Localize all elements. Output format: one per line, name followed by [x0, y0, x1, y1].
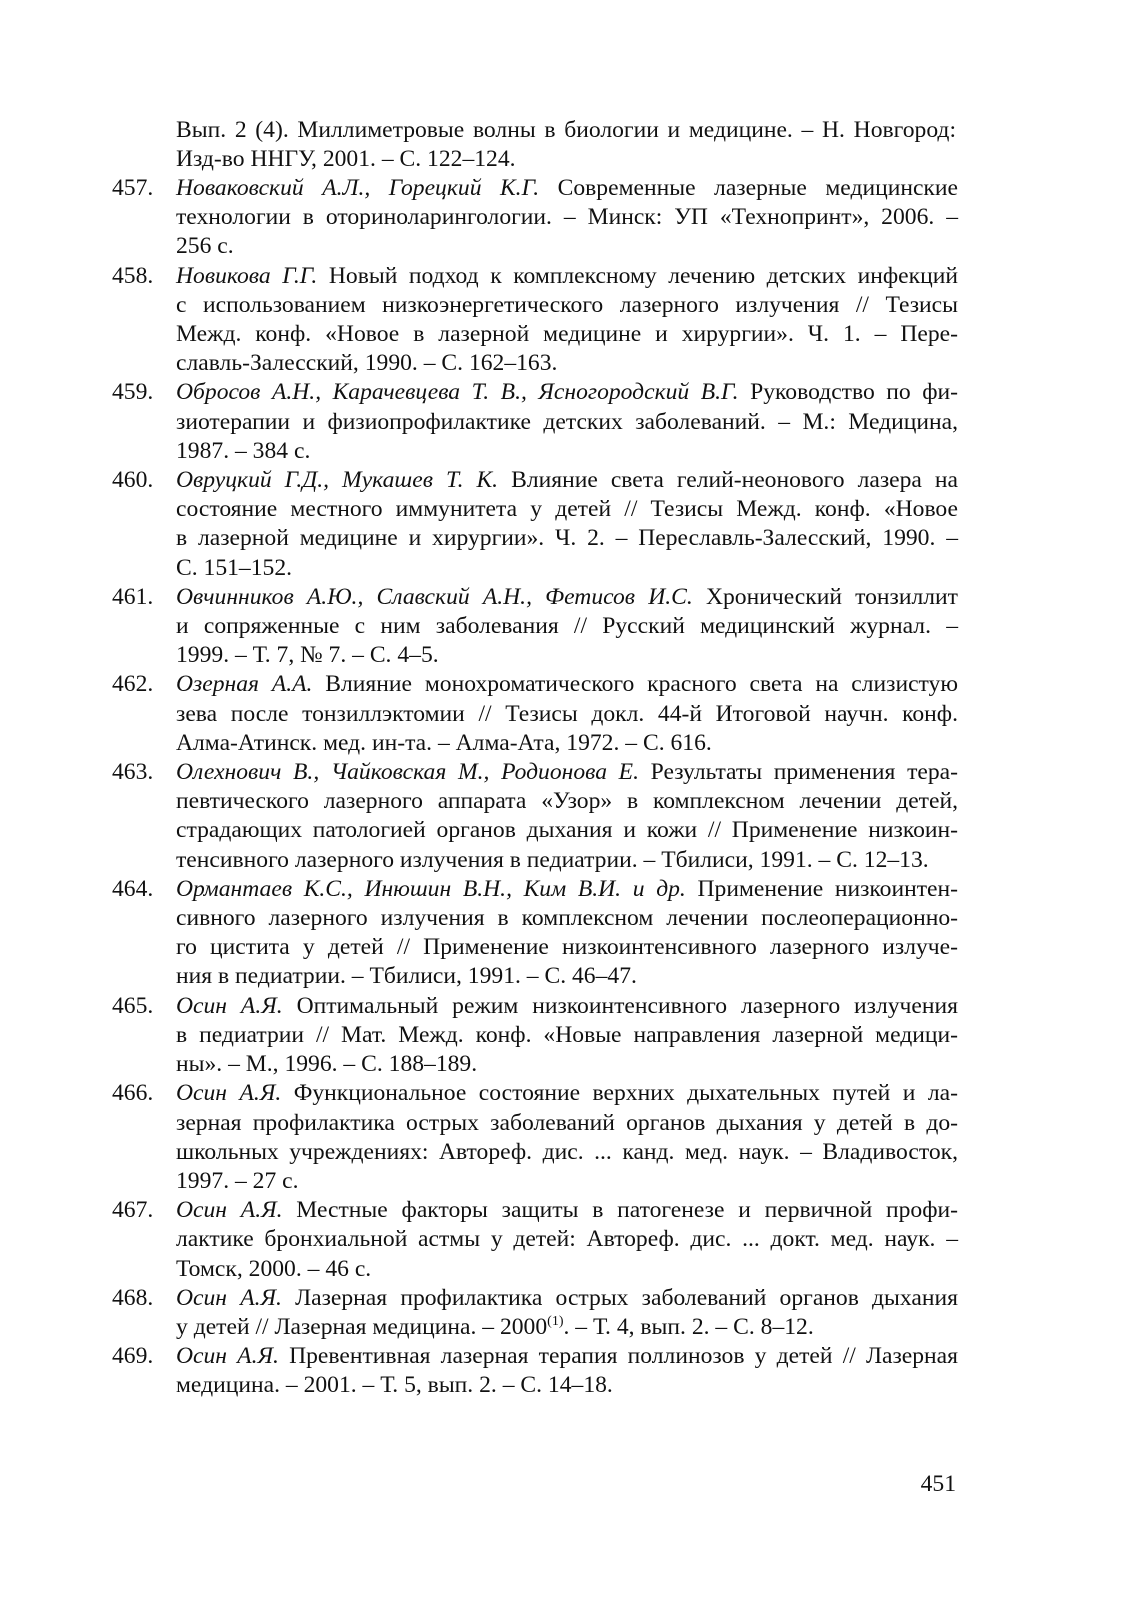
bibliography-entry	[112, 174, 958, 262]
entry-authors: Осин А.Я.	[176, 1080, 282, 1107]
bibliography-entry	[112, 466, 958, 583]
entry-number: 459.	[112, 379, 154, 406]
entry-text: . – Т. 4, вып. 2. – С. 8–12.	[563, 1313, 814, 1340]
bibliography-entry	[112, 670, 958, 758]
entry-text: Новый подход к комплексному лечению детских инфекций	[317, 262, 958, 289]
entry-text: лактике бронхиальной астмы у детей: Автореф. дис. ... докт. мед. наук. –	[176, 1226, 958, 1253]
entry-text: Влияние света гелий-неонового лазера на	[498, 467, 958, 494]
entry-authors: Овчинников А.Ю., Славский А.Н., Фетисов И.С.	[176, 583, 693, 610]
entry-authors: Осин А.Я.	[176, 1197, 283, 1224]
entry-text: Местные факторы защиты в патогенезе и первичной профи-	[282, 1197, 958, 1224]
entry-text: 1987. – 384 с.	[176, 437, 311, 464]
bibliography-entry	[112, 875, 958, 992]
entry-text: Руководство по фи-	[738, 379, 959, 406]
entry-text: медицина. – 2001. – Т. 5, вып. 2. – С. 14–18.	[176, 1372, 613, 1399]
entry-text: Влияние монохроматического красного света на слизистую	[312, 671, 958, 698]
entry-authors: Олехнович В., Чайковская М., Родионова Е.	[176, 759, 639, 786]
entry-text: Применение низкоинтен-	[685, 875, 958, 902]
entry-authors: Ормантаев К.С., Инюшин В.Н., Ким В.И. и др.	[176, 875, 686, 902]
entry-authors: Озерная А.А.	[176, 671, 313, 698]
entry-number: 467.	[112, 1197, 154, 1224]
bibliography-entry	[112, 1079, 958, 1196]
continued-entry	[176, 116, 956, 174]
issue-superscript: (1)	[547, 1314, 564, 1330]
entry-text: Превентивная лазерная терапия поллинозов у детей // Лазерная	[278, 1343, 958, 1370]
entry-authors: Овруцкий Г.Д., Мукашев Т. К.	[176, 467, 499, 494]
entry-number: 469.	[112, 1343, 154, 1370]
entry-text: 1997. – 27 с.	[176, 1167, 299, 1194]
entry-text: школьных учреждениях: Автореф. дис. ... канд. мед. наук. – Владивосток,	[176, 1138, 958, 1165]
entry-number: 466.	[112, 1080, 154, 1107]
entry-text: с использованием низкоэнергетического лазерного излучения // Тезисы	[176, 291, 958, 318]
entry-number: 461.	[112, 583, 154, 610]
text-line: Вып. 2 (4). Миллиметровые волны в биологии и медицине. – Н. Новгород:	[176, 117, 956, 143]
entry-authors: Осин А.Я.	[176, 1343, 279, 1370]
entry-text: 1999. – Т. 7, № 7. – С. 4–5.	[176, 642, 439, 669]
entry-text: зерная профилактика острых заболеваний органов дыхания у детей в до-	[176, 1109, 958, 1136]
entry-text: славль-Залесский, 1990. – С. 162–163.	[176, 350, 558, 377]
entry-number: 458.	[112, 262, 154, 289]
entry-number: 457.	[112, 175, 154, 201]
entry-number: 468.	[112, 1284, 154, 1311]
entry-number: 462.	[112, 671, 154, 698]
entry-authors: Новикова Г.Г.	[176, 262, 318, 289]
bibliography-entry	[112, 583, 958, 671]
entry-authors: Осин А.Я.	[176, 992, 283, 1019]
entry-text: зева после тонзиллэктомии // Тезисы докл. 44-й Итоговой научн. конф.	[176, 700, 958, 727]
bibliography-entry	[112, 758, 958, 875]
entry-text: сивного лазерного излучения в комплексном лечении послеоперационно-	[176, 905, 958, 932]
entry-text: и сопряженные с ним заболевания // Русский медицинский журнал. –	[176, 613, 958, 640]
entry-text: в педиатрии // Мат. Межд. конф. «Новые направления лазерной медици-	[176, 1021, 958, 1048]
entry-text: Хронический тонзиллит	[692, 583, 958, 610]
entry-text: Алма-Атинск. мед. ин-та. – Алма-Ата, 1972. – С. 616.	[176, 729, 712, 756]
entry-text: страдающих патологией органов дыхания и кожи // Применение низкоин-	[176, 817, 958, 844]
entry-text: состояние местного иммунитета у детей // Тезисы Межд. конф. «Новое	[176, 496, 958, 523]
entry-text: Лазерная профилактика острых заболеваний органов дыхания	[281, 1284, 958, 1311]
entry-number: 463.	[112, 759, 154, 786]
entry-text: Томск, 2000. – 46 с.	[176, 1255, 372, 1282]
entry-number: 460.	[112, 467, 154, 494]
entry-text: у детей // Лазерная медицина. – 2000	[176, 1313, 548, 1340]
entry-text: тенсивного лазерного излучения в педиатрии. – Тбилиси, 1991. – С. 12–13.	[176, 846, 929, 873]
entry-text: Оптимальный режим низкоинтенсивного лазерного излучения	[282, 992, 958, 1019]
entry-text: Результаты применения тера-	[639, 759, 958, 786]
entry-authors: Осин А.Я.	[176, 1284, 282, 1311]
entry-text: го цистита у детей // Применение низкоинтенсивного лазерного излуче-	[176, 934, 958, 961]
entry-text: Межд. конф. «Новое в лазерной медицине и хирургии». Ч. 1. – Пере-	[176, 321, 958, 348]
entry-authors: Новаковский А.Л., Горецкий К.Г.	[176, 175, 540, 201]
entry-text: ны». – М., 1996. – С. 188–189.	[176, 1051, 478, 1078]
bibliography-entry	[112, 378, 958, 466]
entry-number: 464.	[112, 875, 154, 902]
bibliography-entry	[112, 992, 958, 1080]
bibliography-entry	[112, 262, 958, 379]
entry-text: технологии в оториноларингологии. – Минск: УП «Технопринт», 2006. –	[176, 204, 958, 231]
entry-text: Современные лазерные медицинские	[539, 175, 958, 201]
entry-text: в лазерной медицине и хирургии». Ч. 2. – Переславль-Залесский, 1990. –	[176, 525, 958, 552]
entry-authors: Обросов А.Н., Карачевцева Т. В., Ясногородский В.Г.	[176, 379, 739, 406]
entry-text: 256 с.	[176, 233, 234, 260]
bibliography-entry	[112, 1196, 958, 1284]
entry-text: ния в педиатрии. – Тбилиси, 1991. – С. 46–47.	[176, 963, 637, 990]
entry-text: С. 151–152.	[176, 554, 293, 581]
bibliography-entry	[112, 1284, 958, 1342]
entry-number: 465.	[112, 992, 154, 1019]
text-line: Изд-во ННГУ, 2001. – С. 122–124.	[176, 146, 516, 173]
entry-text: Функциональное состояние верхних дыхательных путей и ла-	[281, 1080, 958, 1107]
entry-text: певтического лазерного аппарата «Узор» в комплексном лечении детей,	[176, 788, 958, 815]
page-number: 451	[920, 1471, 956, 1497]
bibliography-list	[112, 174, 958, 1401]
entry-text: зиотерапии и физиопрофилактике детских заболеваний. – М.: Медицина,	[176, 408, 958, 435]
bibliography-entry	[112, 1342, 958, 1400]
